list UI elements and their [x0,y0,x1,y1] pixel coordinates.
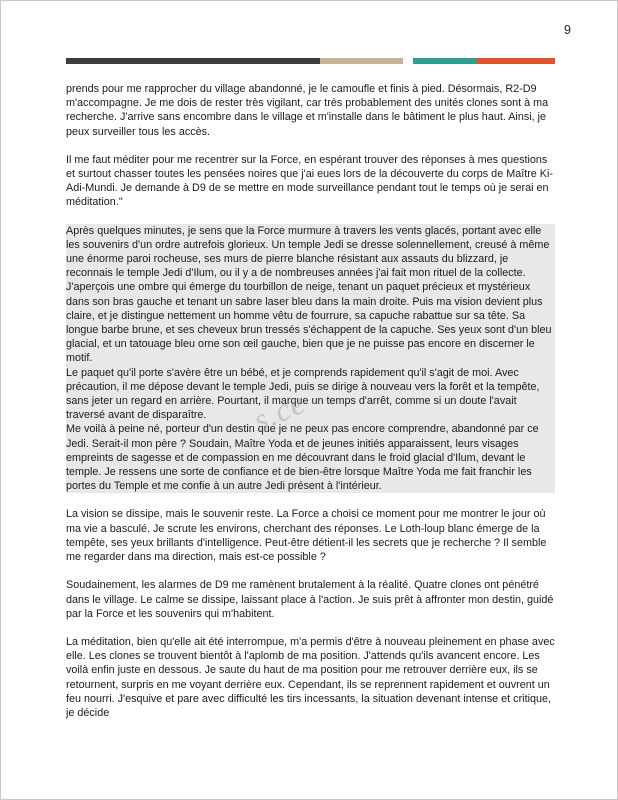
accent-bar-white-gap-segment [403,58,413,64]
paragraph: La vision se dissipe, mais le souvenir reste. La Force a choisi ce moment pour me montrer le jour où ma vie a basculé. Je scrute les environs, cherchant des réponses. Le Loth-loup blanc émerge de la tempête, ses yeux brillants d'intelligence. Peut-être détient-il les secrets que je recherche ? Il semble me regarder dans ma direction, mais est-ce possible ? [66,508,547,564]
paragraph: La méditation, bien qu'elle ait été interrompue, m'a permis d'être à nouveau pleinement en phase avec elle. Les clones se trouvent bientôt à l'aplomb de ma position. J'attends qu'ils avancent encore. Les voilà enfin juste en dessous. Je saute du haut de ma position pour me retrouver derrière eux, ils se retournent, surpris en me voyant derrière eux. Cependant, ils se reprennent rapidement et ouvrent un feu nourri. J'esquive et pare avec difficulté les tirs incessants, la situation devenant intense et critique, je décide [66,635,555,719]
paragraph: Me voilà à peine né, porteur d'un destin que je ne peux pas encore comprendre, abandonné par ce Jedi. Serait-il mon père ? Soudain, Maître Yoda et de jeunes initiés apparaissent, leurs visages empreints de sagesse et de compassion en me découvrant dans le froid glacial d'Ilum, devant le temple. Je ressens une sorte de confiance et de bien-être lorsque Maître Yoda me fait franchir les portes du Temple et me confie à un autre Jedi présent à l'intérieur. [66,423,539,493]
paragraph: prends pour me rapprocher du village abandonné, je le camoufle et finis à pied. Désormais, R2-D9 m'accompagne. Je me dois de rester très vigilant, car très probablement des unités clones sont à ma recherche. J'arrive sans encombre dans le village et m'installe dans le bâtiment le plus haut. Ainsi, je peux surveiller tous les accès. [66,83,549,138]
paragraph: Après quelques minutes, je sens que la Force murmure à travers les vents glacés, portant avec elle les souvenirs d'un ordre autrefois glorieux. Un temple Jedi se dresse solennellement, creusé à même une énorme paroi rocheuse, ses murs de pierre blanche résistant aux assauts du blizzard, je reconnais le temple Jedi d'Ilum, ou il y a de nombreuses années j'ai fait mon rituel de la collecte. J'aperçois une ombre qui émerge du tourbillon de neige, tenant un paquet précieux et mystérieux dans son bras gauche et tenant un sabre laser bleu dans la main droite. Puis ma vision devient plus claire, et je distingue nettement un homme vêtu de fourrure, sa capuche rabattue sur sa tête. Sa longue barbe brune, et ses cheveux brun tressés s'échappent de la capuche. Ses yeux sont d'un bleu glacial, et un tatouage bleu orne son œil gauche, bien que je ne puisse pas encore en discerner le motif. [66,224,552,365]
paragraph: Soudainement, les alarmes de D9 me ramènent brutalement à la réalité. Quatre clones ont pénétré dans le village. Le calme se dissipe, laissant place à l'action. Je suis prêt à affronter mon destin, guidé par la Force et les souvenirs qui m'habitent. [66,579,554,620]
page-content [66,82,555,734]
accent-bar-orange-segment [477,58,555,64]
text-block [66,82,555,139]
text-block [66,507,555,564]
highlighted-text-block [66,224,555,494]
accent-bar-teal-segment [413,58,477,64]
paragraph: Il me faut méditer pour me recentrer sur la Force, en espérant trouver des réponses à mes questions et surtout chasser toutes les pensées noires que j'ai eues lors de la découverte du corps de Maître Ki-Adi-Mundi. Je demande à D9 de se mettre en mode surveillance pendant tout le temps où je serai en méditation." [66,153,553,209]
accent-bar [66,58,555,64]
text-block [66,578,555,621]
accent-bar-dark-gray-segment [66,58,320,64]
watermark: s.ce [247,383,311,439]
paragraph: Le paquet qu'il porte s'avère être un bébé, et je comprends rapidement qu'il s'agit de moi. Avec précaution, il me dépose devant le temple Jedi, puis se dirige à nouveau vers la forêt et la tempête, sans jeter un regard en arrière. Pourtant, il marque un temps d'arrêt, comme si un doute l'avait traversé avant de disparaître. [66,366,540,422]
text-block [66,153,555,210]
page-number: 9 [564,23,571,37]
text-block [66,635,555,720]
accent-bar-tan-segment [320,58,403,64]
